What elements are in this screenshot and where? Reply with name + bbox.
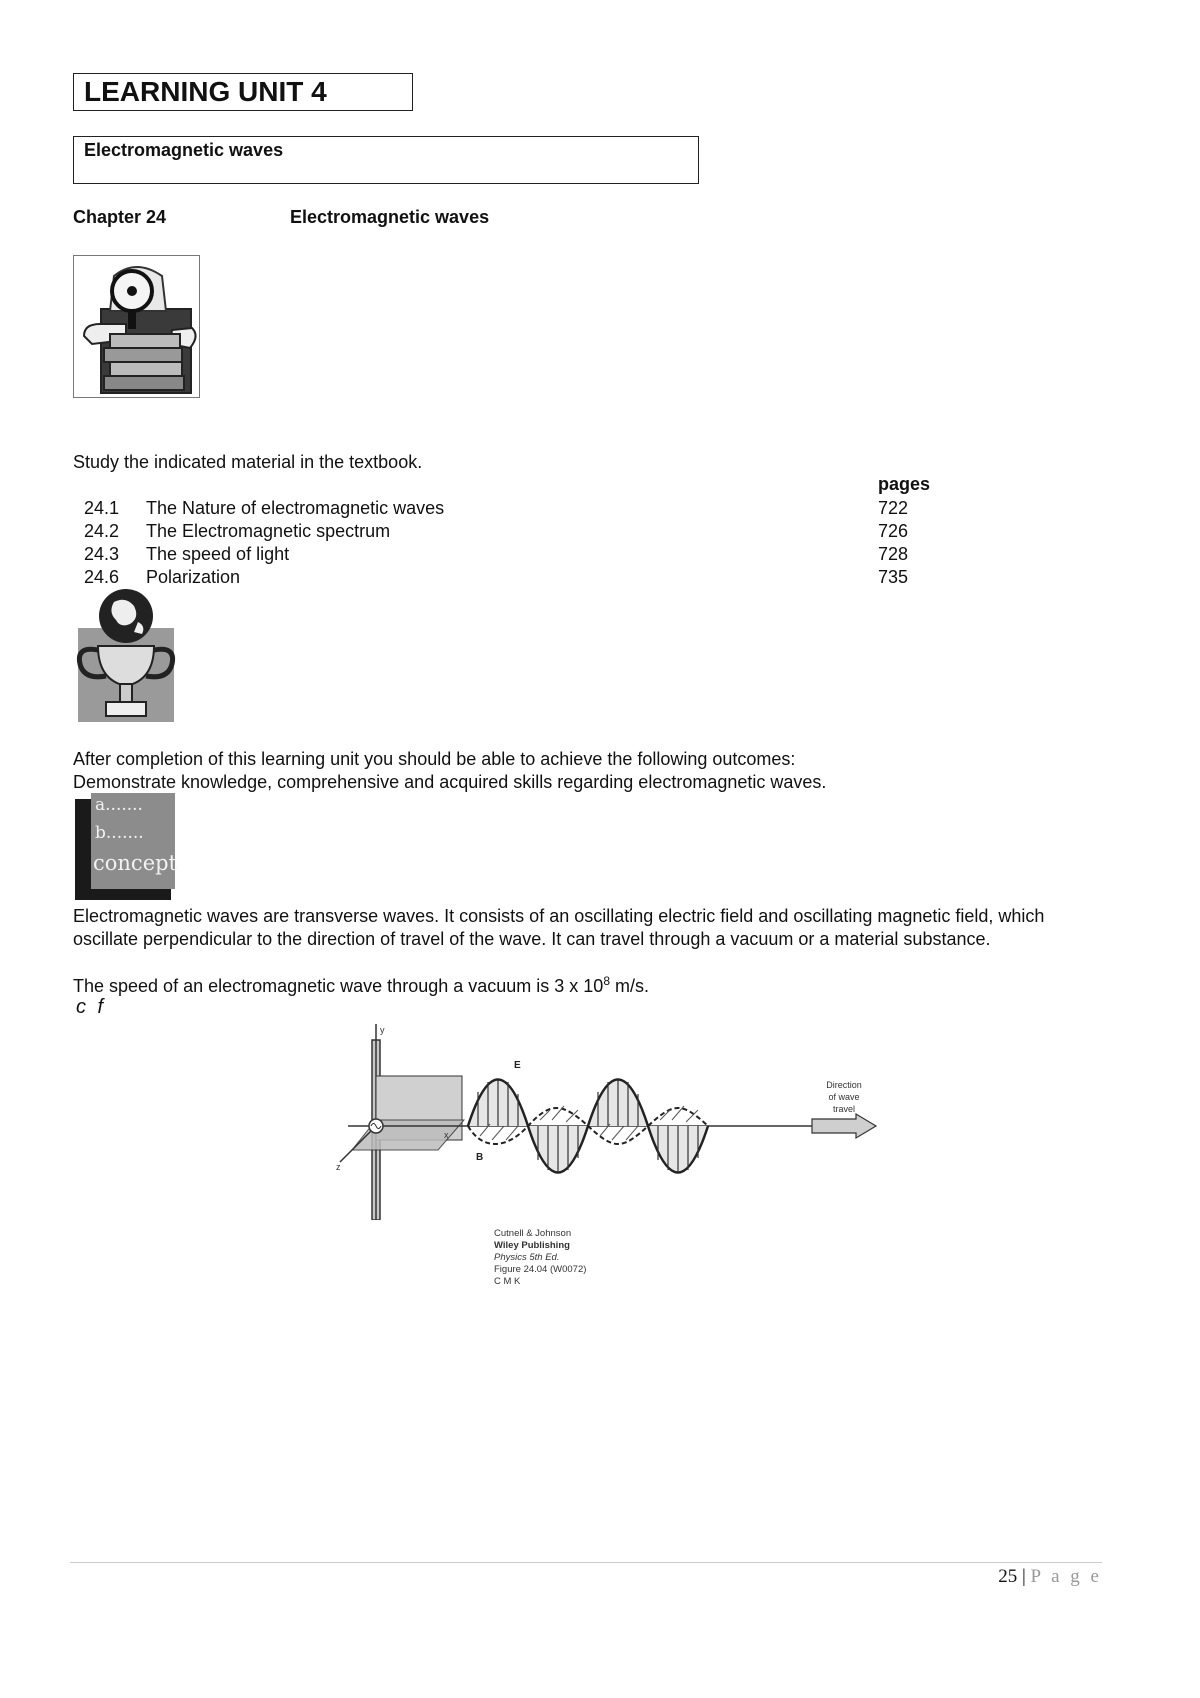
page-number: 25 (998, 1566, 1018, 1587)
toc-number: 24.3 (84, 544, 120, 564)
direction-label-2: of wave (828, 1092, 860, 1102)
toc-page: 726 (878, 521, 909, 541)
axis-z-label: z (336, 1162, 341, 1172)
unit-title-box (73, 73, 413, 111)
caption-book: Physics 5th Ed. (494, 1252, 560, 1263)
caption-authors: Cutnell & Johnson (494, 1228, 572, 1239)
chapter-title: Electromagnetic waves (290, 207, 490, 227)
axis-y-label: y (380, 1025, 385, 1035)
topic-box (73, 136, 699, 184)
toc-title: The Nature of electromagnetic waves (146, 498, 445, 518)
trophy-globe-icon (74, 588, 178, 724)
unit-title: LEARNING UNIT 4 (84, 76, 327, 107)
direction-arrow-icon (812, 1114, 876, 1138)
concept-icon-line-c: concept (93, 851, 177, 875)
chapter-label: Chapter 24 (73, 207, 167, 227)
topic-title: Electromagnetic waves (84, 140, 284, 160)
toc-number: 24.6 (84, 567, 120, 587)
caption-figure-ref: Figure 24.04 (W0072) (494, 1264, 587, 1275)
concept-icon (75, 793, 175, 900)
direction-label-3: travel (832, 1104, 856, 1114)
pages-header: pages (878, 474, 931, 494)
concept-icon-line-b: b....... (95, 823, 144, 843)
caption-publisher: Wiley Publishing (494, 1240, 570, 1251)
formula: c f (76, 996, 107, 1018)
direction-label-1: Direction (826, 1080, 862, 1090)
speed-statement (73, 974, 649, 997)
toc-page: 728 (878, 544, 909, 564)
footer-divider (70, 1562, 1102, 1563)
outcomes-statement: Demonstrate knowledge, comprehensive and acquired skills regarding electromagnetic waves. (73, 772, 827, 792)
concept-paragraph: Electromagnetic waves are transverse waves. It consists of an oscillating electric field and oscillating magnetic field, which oscillate perpendicular to the direction of travel of the wave. It can travel through a vacuum or a material substance. (73, 906, 1045, 949)
toc-title: The Electromagnetic spectrum (146, 521, 391, 541)
toc-number: 24.2 (84, 521, 120, 541)
concept-icon-line-a: a....... (95, 795, 143, 815)
speed-text: The speed of an electromagnetic wave through a vacuum is 3 x 10 (73, 976, 604, 996)
axis-x-label: x (444, 1130, 449, 1140)
page-word: P a g e (1030, 1566, 1102, 1587)
figure-caption (494, 1228, 586, 1288)
toc-page: 722 (878, 498, 909, 518)
study-icon (73, 255, 200, 398)
page-footer (930, 1566, 1102, 1588)
study-intro: Study the indicated material in the textbook. (73, 452, 423, 472)
outcomes-intro: After completion of this learning unit you should be able to achieve the following outcomes: (73, 749, 796, 769)
label-e: E (514, 1060, 521, 1071)
toc-number: 24.1 (84, 498, 120, 518)
toc-title: The speed of light (146, 544, 290, 564)
caption-cmk: C M K (494, 1276, 521, 1287)
toc-title: Polarization (146, 567, 241, 587)
em-wave-diagram (330, 1020, 882, 1220)
speed-unit: m/s. (610, 976, 649, 996)
speed-exponent: 8 (603, 974, 610, 988)
label-b: B (476, 1152, 484, 1163)
em-wave-figure (330, 1020, 882, 1220)
toc-page: 735 (878, 567, 909, 587)
footer-separator: | (1017, 1566, 1031, 1587)
